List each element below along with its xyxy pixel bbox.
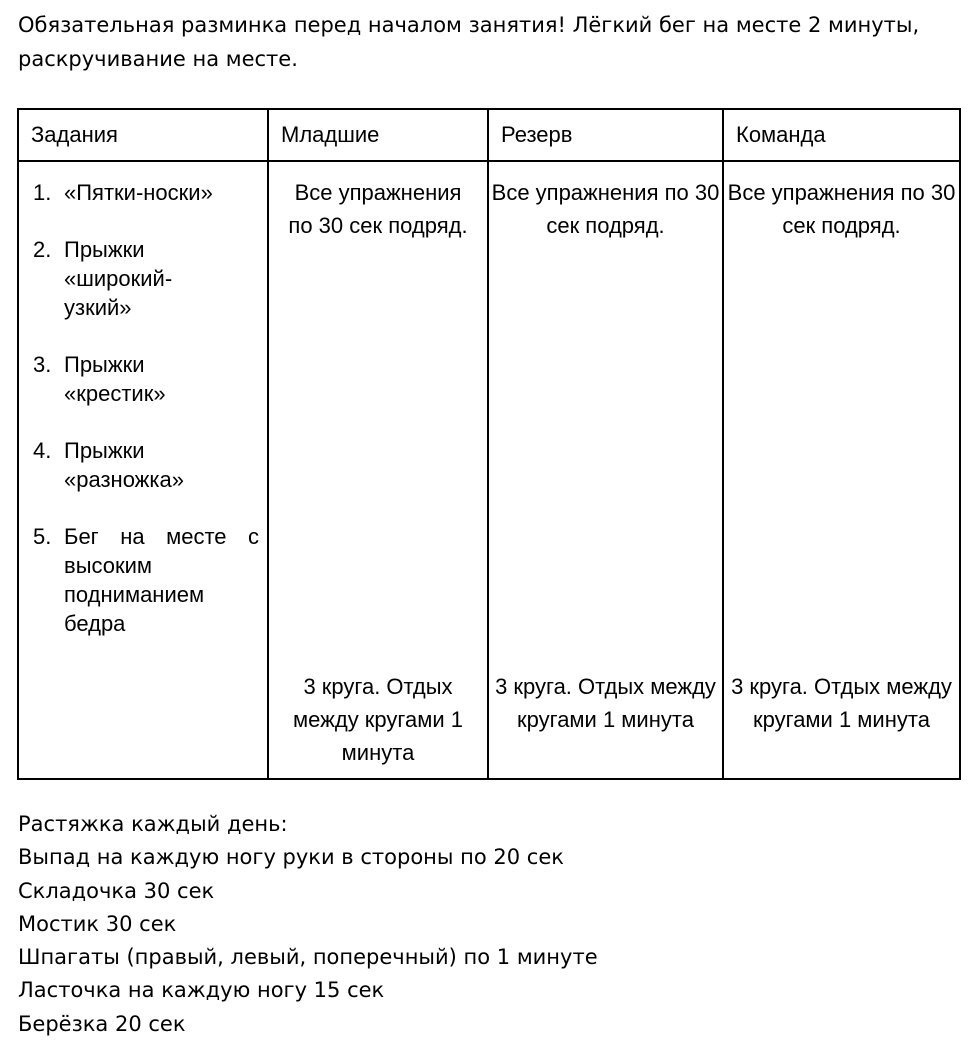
task-number: 5. xyxy=(33,524,52,549)
task-text: Прыжки «разножка» xyxy=(64,438,184,492)
task-number: 4. xyxy=(33,438,52,463)
stretching-section xyxy=(18,808,598,1041)
list-item: Складочка 30 сек xyxy=(18,878,215,903)
list-item xyxy=(33,235,259,322)
header-rezerv: Резерв xyxy=(488,109,723,161)
list-item: Ласточка на каждую ногу 15 сек xyxy=(18,978,385,1003)
intro-line-2: раскручивание на месте. xyxy=(18,47,298,71)
rezerv-exercise-note: Все упражнения по 30 сек подряд. xyxy=(491,180,720,238)
list-item xyxy=(33,178,259,207)
list-item xyxy=(33,436,259,494)
training-table xyxy=(17,108,961,780)
task-number: 1. xyxy=(33,180,52,205)
komanda-exercise-note: Все упражнения по 30 сек подряд. xyxy=(727,180,956,238)
list-item: Выпад на каждую ногу руки в стороны по 20 сек xyxy=(18,845,564,870)
stretching-title: Растяжка каждый день: xyxy=(18,812,288,836)
rezerv-rounds-note: 3 круга. Отдых между кругами 1 минута xyxy=(495,674,716,732)
rezerv-cell xyxy=(488,161,723,779)
table-row xyxy=(18,161,960,779)
task-number: 2. xyxy=(33,237,52,262)
task-number: 3. xyxy=(33,352,52,377)
task-text: Прыжки «широкий-узкий» xyxy=(64,237,173,320)
list-item xyxy=(33,350,259,408)
task-text: Бег на месте с высоким подниманием бедра xyxy=(64,524,259,636)
task-list xyxy=(33,178,259,666)
list-item: Мостик 30 сек xyxy=(18,911,177,936)
tasks-cell xyxy=(18,161,268,779)
mladshie-cell xyxy=(268,161,488,779)
header-tasks: Задания xyxy=(18,109,268,161)
table-header-row xyxy=(18,109,960,161)
list-item: Шпагаты (правый, левый, поперечный) по 1 минуте xyxy=(18,945,598,970)
list-item xyxy=(33,522,259,638)
mladshie-rounds-note: 3 круга. Отдых между кругами 1 минута xyxy=(293,674,463,765)
intro-line-1: Обязательная разминка перед началом занятия! Лёгкий бег на месте 2 минуты, xyxy=(18,13,920,37)
intro-paragraph xyxy=(18,8,968,76)
list-item: Берёзка 20 сек xyxy=(18,1011,186,1036)
mladshie-exercise-note: Все упражнения по 30 сек подряд. xyxy=(288,180,468,238)
task-text: Прыжки «крестик» xyxy=(64,352,166,406)
header-komanda: Команда xyxy=(723,109,960,161)
komanda-rounds-note: 3 круга. Отдых между кругами 1 минута xyxy=(731,674,952,732)
komanda-cell xyxy=(723,161,960,779)
header-mladshie: Младшие xyxy=(268,109,488,161)
task-text: «Пятки-носки» xyxy=(64,180,213,205)
